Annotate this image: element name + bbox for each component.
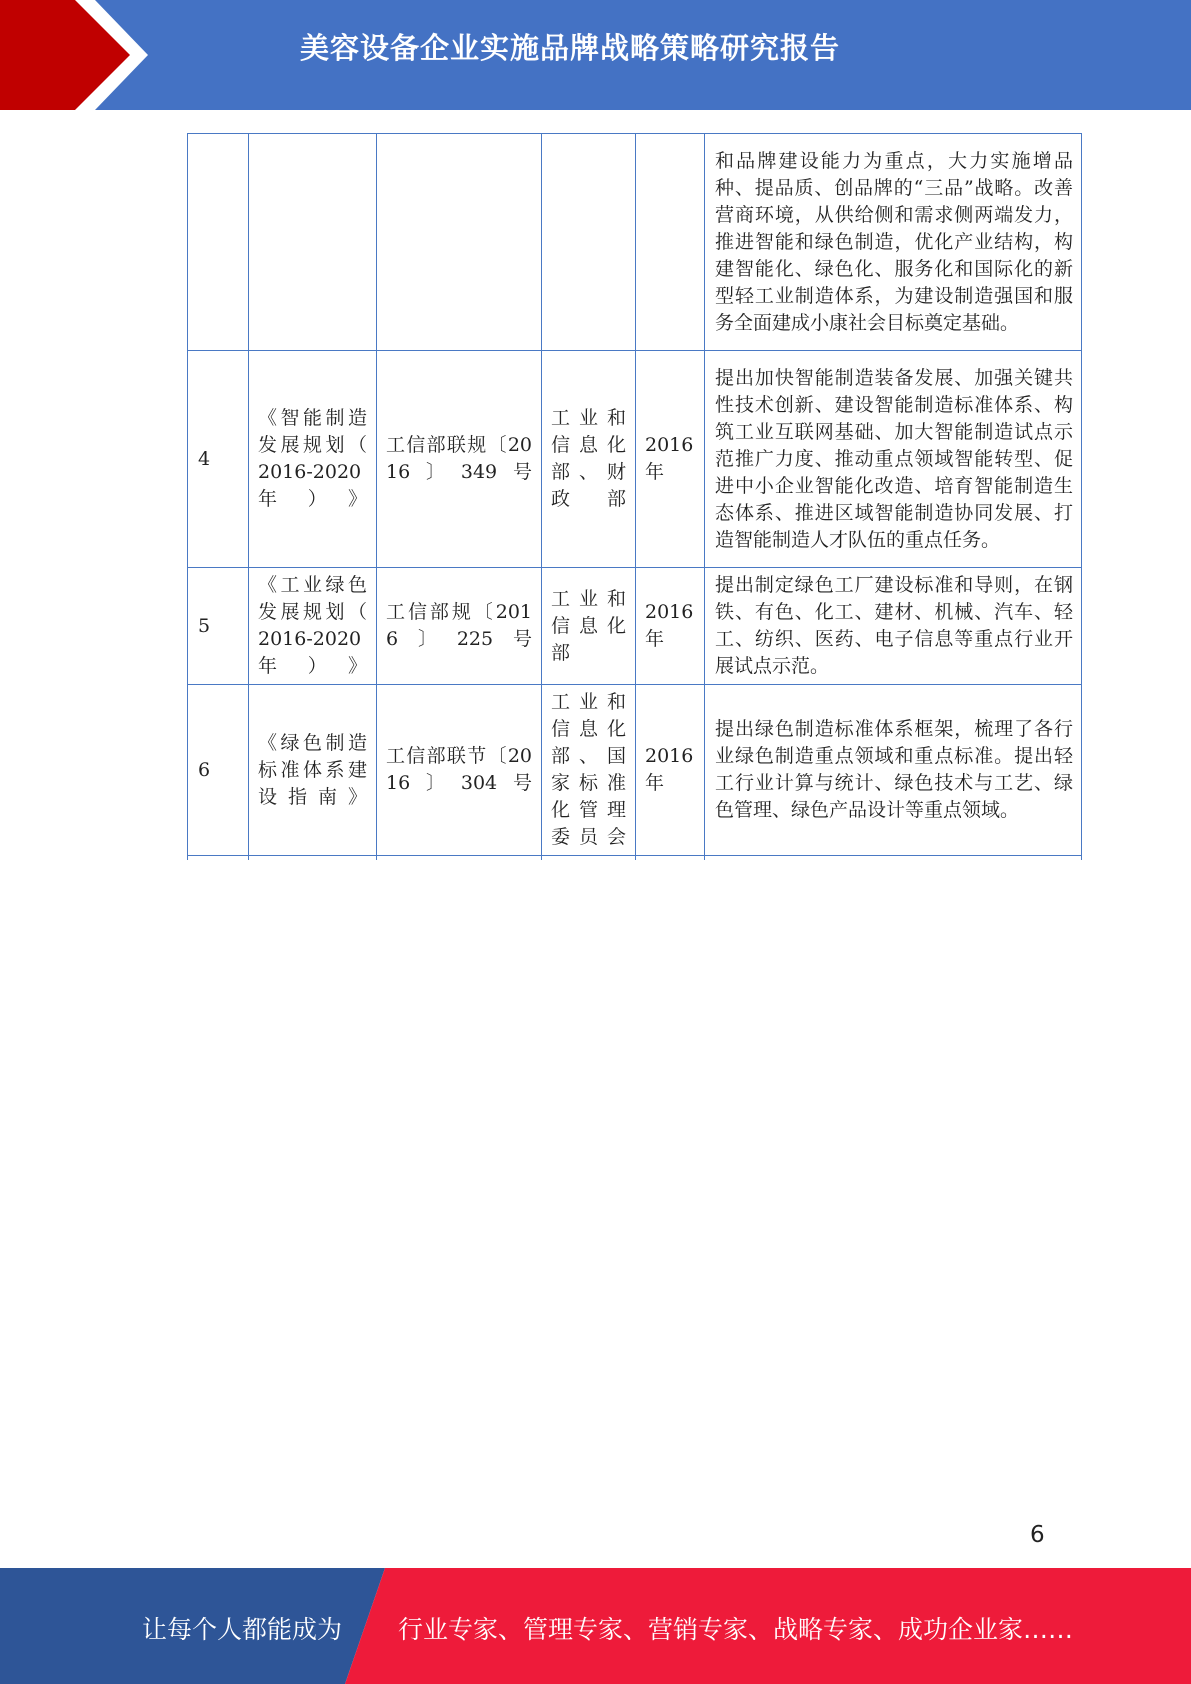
cell-name: 《工业绿色发展规划（ 2016-2020年）》 <box>249 568 377 685</box>
cell-content: 提出制定绿色工厂建设标准和导则，在钢铁、有色、化工、建材、机械、汽车、轻工、纺织、医药、电子信息等重点行业开展试点示范。 <box>705 568 1082 685</box>
page-number: 6 <box>1030 1522 1045 1548</box>
cell-doc: 工信部规〔2016〕225号 <box>377 568 542 685</box>
table-row <box>188 568 1082 685</box>
policy-table <box>187 133 1082 860</box>
chevron-decoration <box>0 0 160 110</box>
cell-no <box>188 134 249 351</box>
cell-content: 提出绿色制造标准体系框架，梳理了各行业绿色制造重点领域和重点标准。提出轻工行业计算与统计、绿色技术与工艺、绿色管理、绿色产品设计等重点领域。 <box>705 685 1082 856</box>
table-row <box>188 685 1082 856</box>
cell-doc <box>377 134 542 351</box>
page-header <box>0 0 1191 110</box>
cell-dept: 工业和信息化部、国家标准化管理委员会 <box>542 685 636 856</box>
cell-dept <box>542 134 636 351</box>
cell-no: 5 <box>188 568 249 685</box>
cell-name: 《绿色制造标准体系建设指南》 <box>249 685 377 856</box>
cell-year: 2016年 <box>636 568 705 685</box>
cell-no: 4 <box>188 351 249 568</box>
cell-dept: 工业和信息化部、财政部 <box>542 351 636 568</box>
cell-content: 和品牌建设能力为重点，大力实施增品种、提品质、创品牌的“三品”战略。改善营商环境，从供给侧和需求侧两端发力，推进智能和绿色制造，优化产业结构，构建智能化、绿色化、服务化和国际化的新型轻工业制造体系，为建设制造强国和服务全面建成小康社会目标奠定基础。 <box>705 134 1082 351</box>
footer-slogan-right: 行业专家、管理专家、营销专家、战略专家、成功企业家…… <box>398 1615 1074 1644</box>
cell-year <box>636 134 705 351</box>
cell-content: 提出加快智能制造装备发展、加强关键共性技术创新、建设智能制造标准体系、构筑工业互联网基础、加大智能制造试点示范推广力度、推动重点领域智能转型、促进中小企业智能化改造、培育智能制造生态体系、推进区域智能制造协同发展、打造智能制造人才队伍的重点任务。 <box>705 351 1082 568</box>
table-row <box>188 134 1082 351</box>
cell-name <box>249 134 377 351</box>
cell-no: 6 <box>188 685 249 856</box>
cell-dept: 工业和信息化部 <box>542 568 636 685</box>
table-row-continuation <box>188 856 1082 861</box>
cell-year: 2016年 <box>636 351 705 568</box>
cell-doc: 工信部联规〔2016〕349号 <box>377 351 542 568</box>
page-footer <box>0 1568 1191 1684</box>
cell-doc: 工信部联节〔2016〕304号 <box>377 685 542 856</box>
footer-slogan-left: 让每个人都能成为 <box>142 1615 343 1644</box>
report-title: 美容设备企业实施品牌战略策略研究报告 <box>300 31 841 65</box>
cell-name: 《智能制造发展规划（ 2016-2020年）》 <box>249 351 377 568</box>
cell-year: 2016年 <box>636 685 705 856</box>
table-row <box>188 351 1082 568</box>
